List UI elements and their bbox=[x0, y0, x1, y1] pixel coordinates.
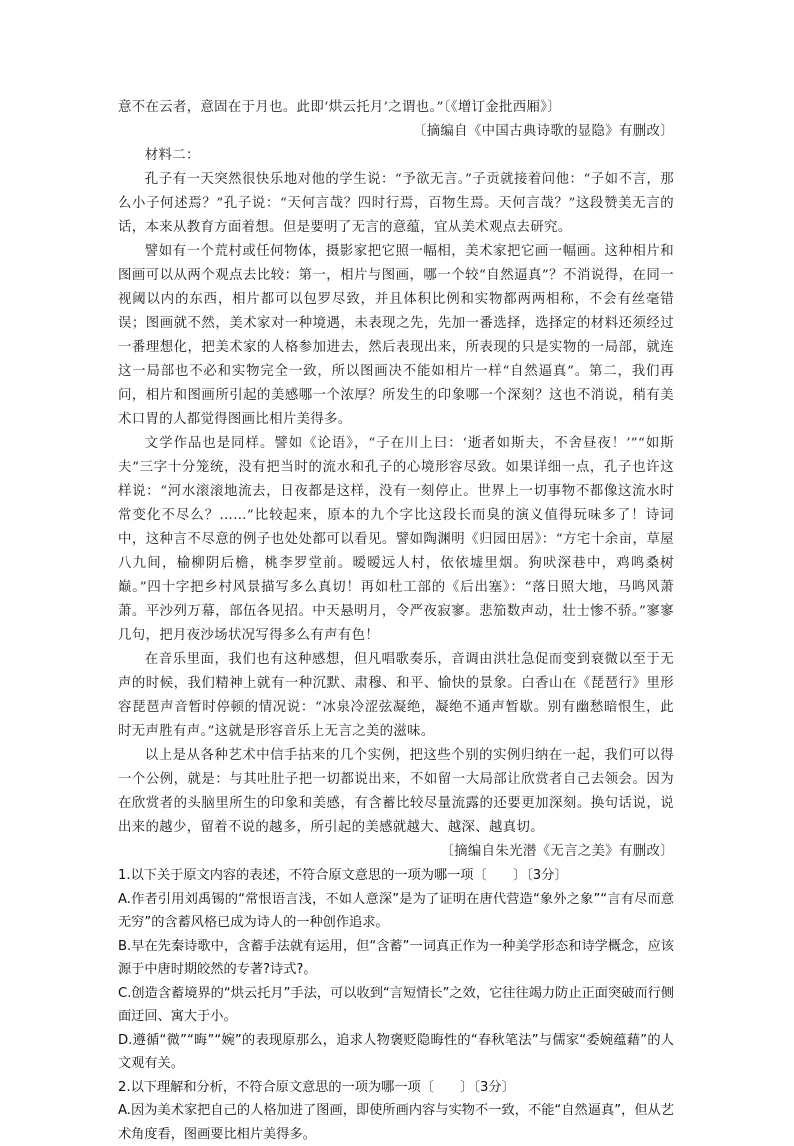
paragraph-3: 文学作品也是同样。譬如《论语》，“子在川上曰：‘逝者如斯夫，不舍昼夜！’”“如斯夫”三字十分笼统，没有把当时的流水和孔子的心境形容尽致。如果详细一点，孔子也许这样说：“河水滚滚地流去，日夜都是这样，没有一刻停止。世界上一切事物不都像这流水时常变化不尽么？……”比较起来，原本的九个字比这段长而臭的演义值得玩味多了！诗词中，这种言不尽意的例子也处处都可以看见。譬如陶渊明《归园田居》：“方宅十余亩，草屋八九间，榆柳阴后檐，桃李罗堂前。暧暧远人村，依依墟里烟。狗吠深巷中，鸡鸣桑树巅。”四十字把乡村风景描写多么真切！再如杜工部的《后出塞》：“落日照大地，马鸣风萧萧。平沙列万幕，部伍各见招。中天悬明月，令严夜寂寥。悲笳数声动，壮士惨不骄。”寥寥几句，把月夜沙场状况写得多么有声有色！ bbox=[118, 436, 674, 643]
paragraph-2: 譬如有一个荒村或任何物体，摄影家把它照一幅相，美术家把它画一幅画。这种相片和图画可以从两个观点去比较：第一，相片与图画，哪一个较“自然逼真”？不消说得，在同一视阈以内的东西，相片都可以包罗尽致，并且体积比例和实物都两两相称，不会有丝毫错误；图画就不然，美术家对一种境遇，未表现之先，先加一番选择，选择定的材料还须经过一番理想化，把美术家的人格参加进去，然后表现出来，所表现的只是实物的一局部，就连这一局部也不必和实物完全一致，所以图画决不能如相片一样“自然逼真”。第二，我们再问，相片和图画所引起的美感哪一个浓厚？所发生的印象哪一个深刻？这也不消说，稍有美术口胃的人都觉得图画比相片美得多。 bbox=[118, 244, 674, 427]
paragraph-5: 以上是从各种艺术中信手拈来的几个实例，把这些个别的实例归纳在一起，我们可以得一个公例，就是：与其吐肚子把一切都说出来，不如留一大局部让欣赏者自己去领会。因为在欣赏者的头脑里所生的印象和美感，有含蓄比较尽量流露的还要更加深刻。换句话说，说出来的越少，留着不说的越多，所引起的美感就越大、越深、越真切。 bbox=[118, 748, 674, 835]
question-1-option-d: D.遵循“微”“晦”“婉”的表现原那么，追求人物褒贬隐晦性的“春秋笔法”与儒家“委婉蕴藉”的人文观有关。 bbox=[118, 1032, 674, 1071]
question-1-option-c: C.创造含蓄境界的“烘云托月”手法，可以收到“言短情长”之效，它往往竭力防止正面突破而行侧面迂回、寓大于小。 bbox=[118, 985, 674, 1024]
passage bbox=[118, 96, 674, 864]
paragraph-1: 孔子有一天突然很快乐地对他的学生说：“予欲无言。”子贡就接着问他：“子如不言，那么小子何述焉？”孔子说：“天何言哉？四时行焉，百物生焉。天何言哉？”这段赞美无言的话，本来从教育方面着想。但是要明了无言的意蕴，宜从美术观点去研究。 bbox=[118, 172, 674, 235]
question-2-option-a: A.因为美术家把自己的人格加进了图画，即使所画内容与实物不一致，不能“自然逼真”，但从艺术角度看，图画要比相片美得多。 bbox=[118, 1103, 674, 1142]
page-content bbox=[118, 96, 674, 1146]
source-citation-1: 〔摘编自《中国古典诗歌的显隐》有删改〕 bbox=[412, 124, 674, 139]
source-citation-2: 〔摘编自朱光潜《无言之美》有删改〕 bbox=[440, 844, 674, 859]
question-1-stem: 1.以下关于原文内容的表述，不符合原文意思的一项为哪一项〔 〕〔3分〕 bbox=[118, 868, 568, 883]
questions bbox=[118, 864, 674, 1146]
passage-continuation: 意不在云者，意固在于月也。此即‘烘云托月’之谓也。”〔《增订金批西厢》〕 bbox=[118, 100, 562, 115]
question-1-option-b: B.早在先秦诗歌中，含蓄手法就有运用，但“含蓄”一词真正作为一种美学形态和诗学概念，应该源于中唐时期皎然的专著?诗式?。 bbox=[118, 938, 674, 977]
paragraph-4: 在音乐里面，我们也有这种感想，但凡唱歌奏乐，音调由洪壮急促而变到衰微以至于无声的时候，我们精神上就有一种沉默、肃穆、和平、愉快的景象。白香山在《琵琶行》里形容琵琶声音暂时停顿的情况说：“冰泉冷涩弦凝绝，凝绝不通声暂歇。别有幽愁暗恨生，此时无声胜有声。”这就是形容音乐上无言之美的滋味。 bbox=[118, 652, 674, 739]
material-heading: 材料二： bbox=[144, 148, 200, 163]
question-2-stem: 2.以下理解和分析，不符合原文意思的一项为哪一项〔 〕〔3分〕 bbox=[118, 1079, 515, 1095]
question-1-option-a: A.作者引用刘禹锡的“常恨语言浅，不如人意深”是为了证明在唐代营造“象外之象”“言有尽而意无穷”的含蓄风格已成为诗人的一种创作追求。 bbox=[118, 891, 674, 930]
